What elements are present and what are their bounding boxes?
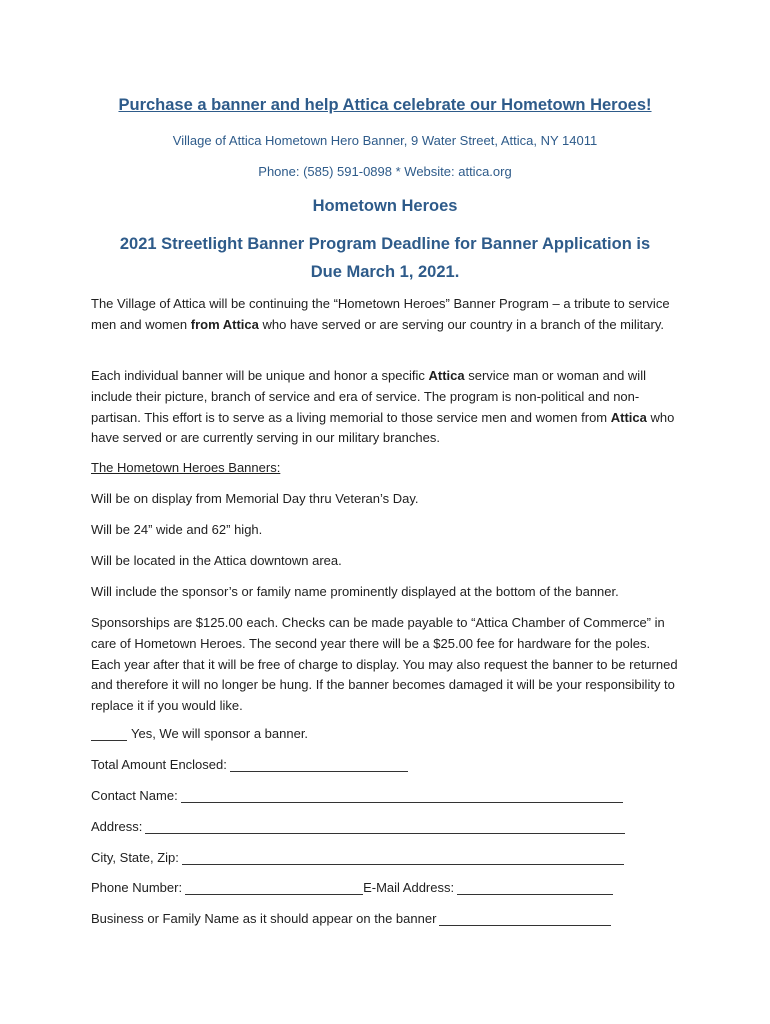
intro-paragraph: The Village of Attica will be continuing the “Hometown Heroes” Banner Program – a tribute to service men and women from Attica who have served or are serving our country in a branch of the military. <box>91 296 670 332</box>
phone-number-label: Phone Number: <box>91 880 183 895</box>
sponsor-yes-blank[interactable] <box>91 726 127 741</box>
deadline-line-2: Due March 1, 2021. <box>310 263 460 281</box>
contact-name-row <box>91 788 623 803</box>
banner-fact: Will be on display from Memorial Day thru Veteran’s Day. <box>91 491 419 506</box>
phone-number-field[interactable] <box>185 880 363 895</box>
banner-fact: Will include the sponsor’s or family name prominently displayed at the bottom of the banner. <box>91 584 619 599</box>
section-heading: Hometown Heroes <box>312 197 458 215</box>
address-row <box>91 819 625 834</box>
banners-heading: The Hometown Heroes Banners: <box>91 460 281 475</box>
details-paragraph: Each individual banner will be unique and honor a specific Attica service man or woman and will include their picture, branch of service and era of service. The program is non-political and non-partisan. This effort is to serve as a living memorial to those service men and women from Attica who have served or are currently serving in our military branches. <box>91 368 675 446</box>
address-line: Village of Attica Hometown Hero Banner, 9 Water Street, Attica, NY 14011 <box>172 133 598 148</box>
banner-name-label: Business or Family Name as it should appear on the banner <box>91 911 437 926</box>
address-label: Address: <box>91 819 143 834</box>
contact-name-label: Contact Name: <box>91 788 178 803</box>
phone-email-row <box>91 880 613 895</box>
banner-name-row <box>91 911 611 926</box>
email-address-label: E-Mail Address: <box>363 880 455 895</box>
banner-fact: Will be 24” wide and 62” high. <box>91 522 263 537</box>
contact-line: Phone: (585) 591-0898 * Website: attica.org <box>258 164 512 179</box>
sponsor-yes-row: Yes, We will sponsor a banner. <box>91 726 308 741</box>
total-amount-label: Total Amount Enclosed: <box>91 757 227 772</box>
email-address-field[interactable] <box>457 880 613 895</box>
city-state-zip-row <box>91 850 624 865</box>
banner-fact: Will be located in the Attica downtown area. <box>91 553 342 568</box>
contact-name-field[interactable] <box>181 788 623 803</box>
city-state-zip-label: City, State, Zip: <box>91 850 179 865</box>
city-state-zip-field[interactable] <box>182 850 624 865</box>
address-field[interactable] <box>145 819 625 834</box>
sponsorship-paragraph: Sponsorships are $125.00 each. Checks can be made payable to “Attica Chamber of Commerce” in care of Hometown Heroes. The second year there will be a $25.00 fee for hardware for the poles. Each year after that it will be free of charge to display. You may also request the banner to be returned and therefore it will no longer be hung. If the banner becomes damaged it will be your responsibility to replace it if you would like. <box>91 615 678 714</box>
banner-name-field[interactable] <box>439 911 611 926</box>
page-title: Purchase a banner and help Attica celebrate our Hometown Heroes! <box>118 96 652 114</box>
total-amount-field[interactable] <box>230 757 408 772</box>
total-amount-row <box>91 757 408 772</box>
deadline-line-1: 2021 Streetlight Banner Program Deadline for Banner Application is <box>119 235 651 253</box>
